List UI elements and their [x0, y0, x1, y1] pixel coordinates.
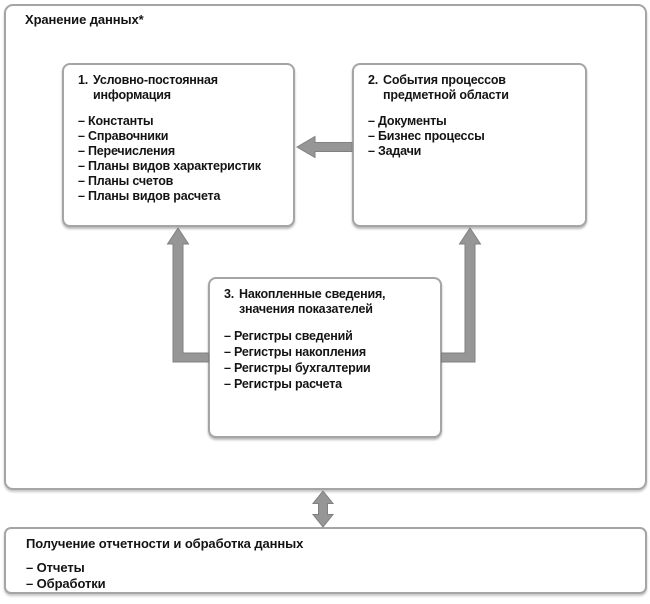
list-item: – Перечисления: [78, 144, 175, 158]
box-constant-info: [62, 63, 295, 227]
list-item: – Константы: [78, 114, 154, 128]
list-item: – Регистры расчета: [224, 377, 342, 391]
list-item: – Бизнес процессы: [368, 129, 485, 143]
box-reporting-processing: [4, 527, 647, 594]
box-title: События процессов предметной области: [383, 73, 509, 102]
box-reporting-processing-header: [26, 536, 625, 551]
box-accumulated-data-header: [224, 287, 434, 317]
list-item: – Регистры бухгалтерии: [224, 361, 371, 375]
box-accumulated-data: [208, 277, 442, 438]
box-reporting-processing-items: [26, 560, 625, 592]
box-title: Накопленные сведения, значения показателей: [239, 287, 386, 316]
list-item: – Документы: [368, 114, 447, 128]
box-number: 3.: [224, 287, 235, 301]
box-number: 1.: [78, 73, 89, 87]
list-item: – Задачи: [368, 144, 422, 158]
arrow-storage-processing-bidirectional-icon: [313, 491, 333, 527]
list-item: – Регистры сведений: [224, 329, 353, 343]
list-item: – Обработки: [26, 576, 106, 591]
box-constant-info-items: [78, 114, 287, 204]
box-domain-events-items: [368, 114, 579, 159]
list-item: – Планы счетов: [78, 174, 174, 188]
list-item: – Отчеты: [26, 560, 85, 575]
box-title: Получение отчетности и обработка данных: [26, 536, 304, 551]
storage-section-title: Хранение данных*: [25, 12, 144, 27]
box-constant-info-header: [78, 73, 287, 103]
list-item: – Планы видов характеристик: [78, 159, 261, 173]
list-item: – Справочники: [78, 129, 169, 143]
list-item: – Планы видов расчета: [78, 189, 221, 203]
box-domain-events-header: [368, 73, 579, 103]
box-number: 2.: [368, 73, 379, 87]
box-domain-events: [352, 63, 587, 227]
list-item: – Регистры накопления: [224, 345, 366, 359]
box-title: Условно-постоянная информация: [93, 73, 218, 102]
box-accumulated-data-items: [224, 328, 434, 392]
